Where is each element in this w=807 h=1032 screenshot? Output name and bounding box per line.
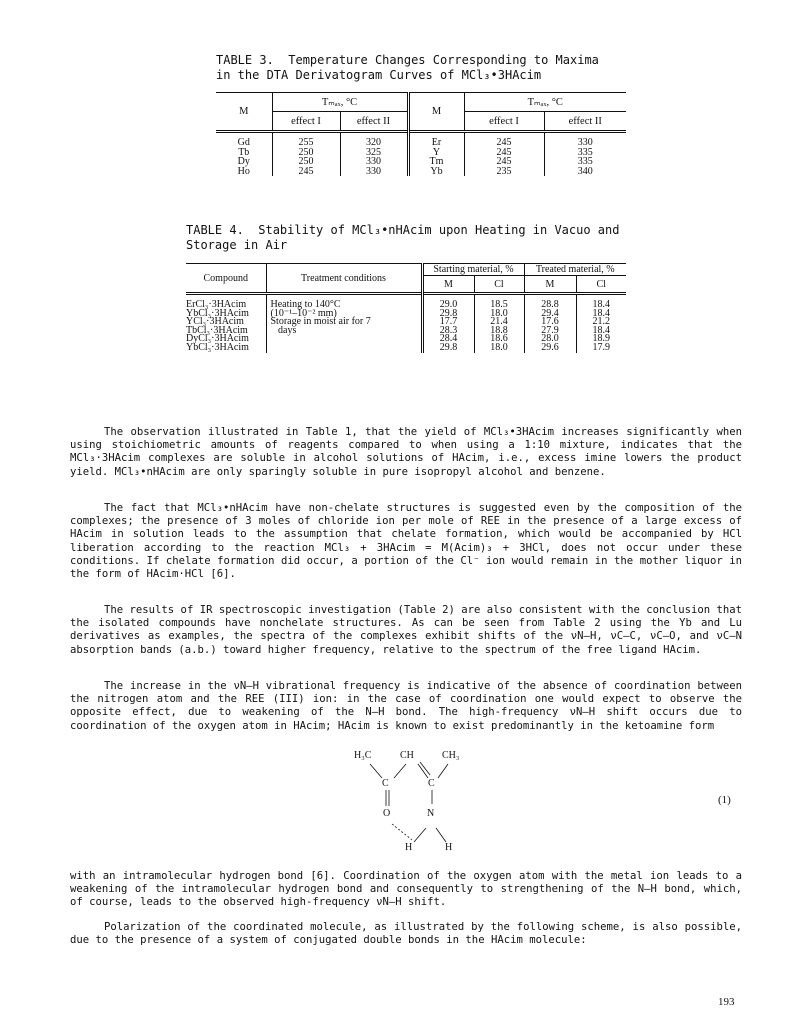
table4-header-start-m: M <box>422 276 474 294</box>
table3-right-effect2: 330 335 335 340 <box>544 132 626 177</box>
scheme-n: N <box>427 808 435 819</box>
table4 <box>186 263 626 353</box>
table3-left-metals: Gd Tb Dy Ho <box>216 132 272 177</box>
table3-right-effect1: 245 245 245 235 <box>464 132 544 177</box>
scheme-h3c: H₃C <box>354 750 372 761</box>
table4-header-treatment: Treatment conditions <box>266 264 422 294</box>
table3-header-effect2-right: effect II <box>544 112 626 132</box>
table4-header-starting: Starting material, % <box>422 264 524 276</box>
page-number: 193 <box>718 996 735 1008</box>
table4-header-start-cl: Cl <box>474 276 524 294</box>
scheme-c-left: C <box>382 778 389 789</box>
scheme-h-left: H <box>405 842 413 853</box>
ketoamine-structure <box>340 748 480 860</box>
paragraph-4: The increase in the νN—H vibrational frequency is indicative of the absence of coordination between the nitrogen atom and the REE (III) ion: in the case of coordination one would expect to observe the opposite effect, due to weakening of the N—H bond. The high-frequency νN—H shift occurs due to coordination of the oxygen atom in HAcim; HAcim is known to exist predominantly in the ketoamine form <box>70 680 742 732</box>
table4-start-cl: 18.5 18.0 21.4 18.8 18.6 18.0 <box>474 294 524 353</box>
table4-header-treated-m: M <box>524 276 576 294</box>
paragraph-6: Polarization of the coordinated molecule, as illustrated by the following scheme, is also possible, due to the presence of a system of conjugated double bonds in the HAcim molecule: <box>70 921 742 947</box>
table4-header-treated: Treated material, % <box>524 264 626 276</box>
table3-right-metals: Er Y Tm Yb <box>408 132 464 177</box>
table3-header-m-left: M <box>216 93 272 132</box>
scheme-c-right: C <box>428 778 435 789</box>
table3-header-tmax-left: Tₘₐₓ, °C <box>272 93 408 112</box>
table4-header-compound: Compound <box>186 264 266 294</box>
scheme-o: O <box>383 808 391 819</box>
table3-caption-line2: in the DTA Derivatogram Curves of MCl₃•3HAcim <box>216 68 542 82</box>
equation-number: (1) <box>718 794 731 806</box>
scheme-h-right: H <box>445 842 453 853</box>
paragraph-2: The fact that MCl₃•nHAcim have non-chelate structures is suggested even by the composition of the complexes; the presence of 3 moles of chloride ion per mole of REE in the presence of a large excess of HAcim in solution leads to the assumption that chelate formation, which would be accompanied by HCl liberation according to the reaction MCl₃ + 3HAcim = M(Acim)₃ + 3HCl, does not occur under these conditions. If chelate formation did occur, a portion of the Cl⁻ ion would remain in the mother liquor in the form of HAcim·HCl [6]. <box>70 502 742 581</box>
table4-treated-cl: 18.4 18.4 21.2 18.4 18.9 17.9 <box>576 294 626 353</box>
table4-start-m: 29.0 29.8 17.7 28.3 28.4 29.8 <box>422 294 474 353</box>
table3-left-effect1: 255 250 250 245 <box>272 132 340 177</box>
table3-left-effect2: 320 325 330 330 <box>340 132 408 177</box>
table3-header-effect1-right: effect I <box>464 112 544 132</box>
paragraph-1: The observation illustrated in Table 1, that the yield of MCl₃•3HAcim increases significantly when using stoichiometric amounts of reagents compared to when using a 1:10 mixture, indicates that the MCl₃·3HAcim complexes are soluble in alcohol solutions of HAcim, i.e., excess imine lowers the product yield. MCl₃•nHAcim are only sparingly soluble in pure isopropyl alcohol and benzene. <box>70 426 742 478</box>
table3-header-effect1-left: effect I <box>272 112 340 132</box>
table3-header-m-right: M <box>408 93 464 132</box>
table4-treated-m: 28.8 29.4 17.6 27.9 28.0 29.6 <box>524 294 576 353</box>
table4-header-treated-cl: Cl <box>576 276 626 294</box>
paragraph-5: with an intramolecular hydrogen bond [6]. Coordination of the oxygen atom with the metal ion leads to a weakening of the intramolecular hydrogen bond and consequently to strengthening of the N—H bond, which, of course, leads to the observed high-frequency νN—H shift. <box>70 870 742 909</box>
table3 <box>216 92 626 176</box>
table3-header-effect2-left: effect II <box>340 112 408 132</box>
scheme-ch: CH <box>400 750 414 761</box>
table3-header-tmax-right: Tₘₐₓ, °C <box>464 93 626 112</box>
table4-treatment: Heating to 140°C (10⁻¹–10⁻² mm) Storage in moist air for 7 days <box>266 294 422 353</box>
table4-caption-line2: Storage in Air <box>186 238 288 252</box>
paragraph-3: The results of IR spectroscopic investigation (Table 2) are also consistent with the conclusion that the isolated compounds have nonchelate structures. As can be seen from Table 2 using the Yb and Lu derivatives as examples, the spectra of the complexes exhibit shifts of the νN—H, νC—C, νC—O, and νC—N absorption bands (a.b.) toward higher frequency, relative to the spectrum of the free ligand HAcim. <box>70 604 742 656</box>
table3-caption-line1: TABLE 3. Temperature Changes Corresponding to Maxima <box>216 53 599 67</box>
table4-caption-line1: TABLE 4. Stability of MCl₃•nHAcim upon Heating in Vacuo and <box>186 223 620 237</box>
table4-compounds: ErCl₃·3HAcim YbCl₃·3HAcim YCl₃·3HAcim TbCl₃·3HAcim DyCl₃·3HAcim YbCl₃·3HAcim <box>186 294 266 353</box>
scheme-ch3: CH₃ <box>442 750 460 761</box>
